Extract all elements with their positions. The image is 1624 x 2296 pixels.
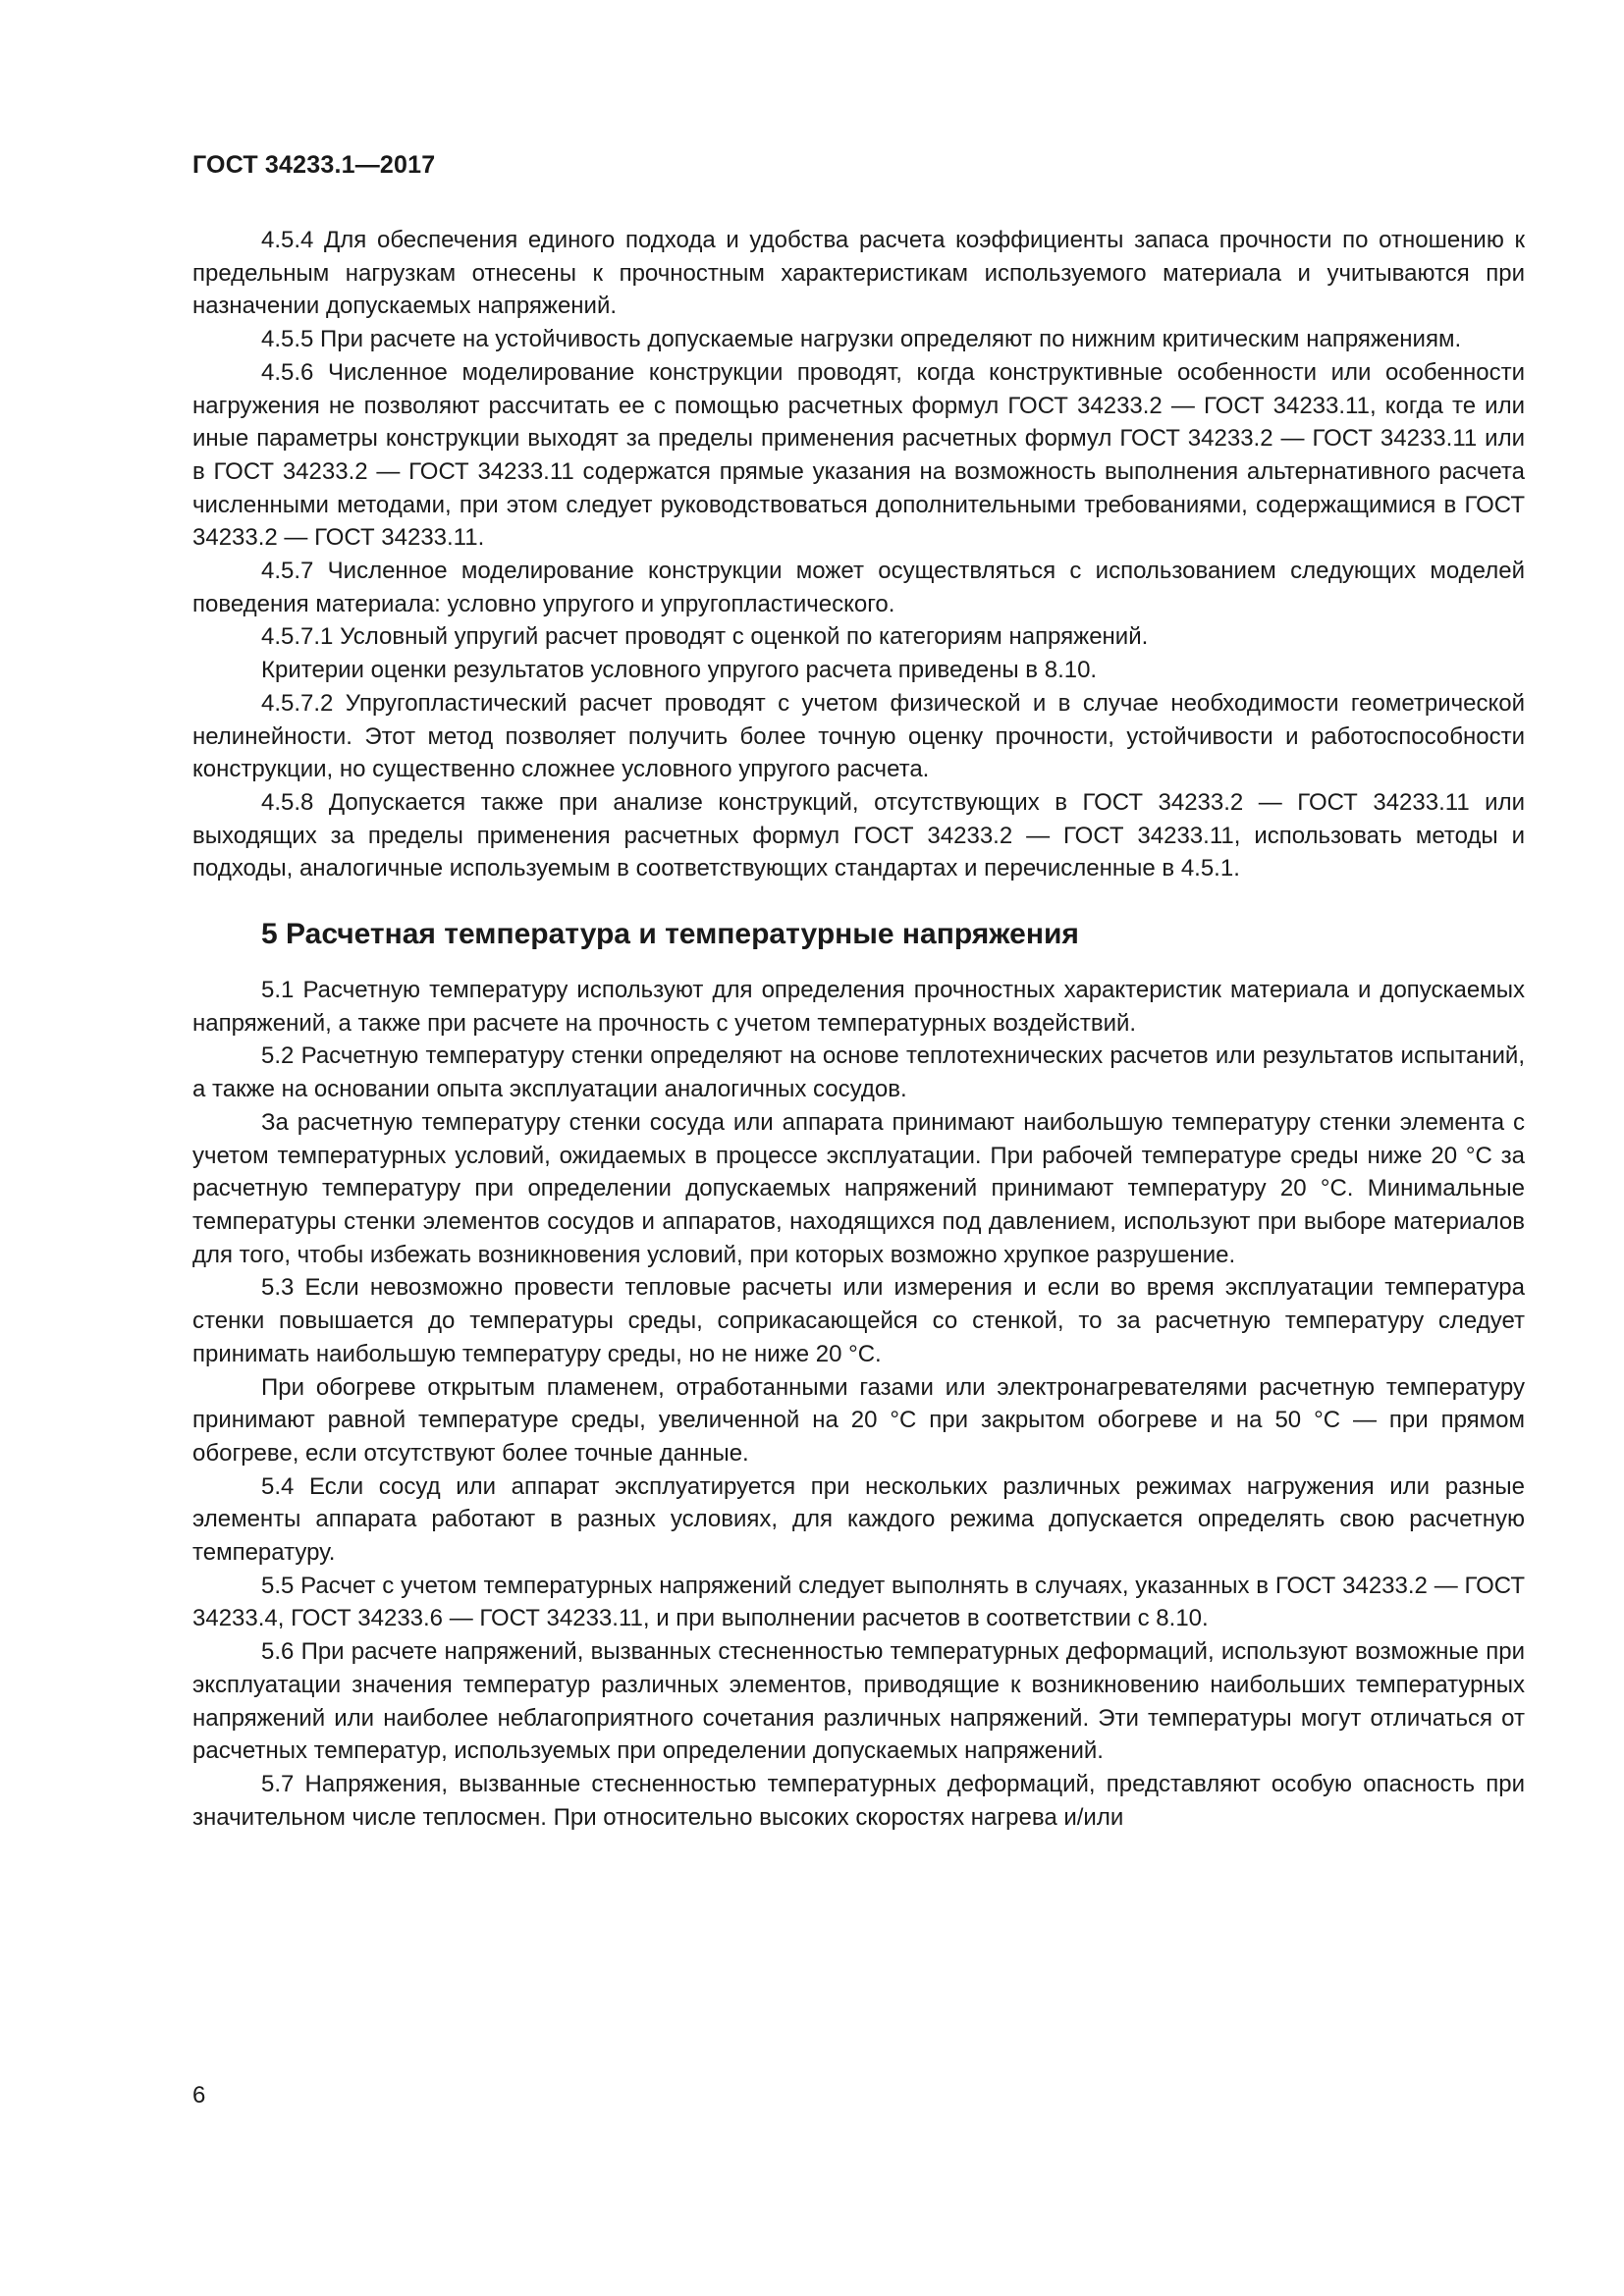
standard-header: ГОСТ 34233.1—2017 bbox=[192, 151, 436, 179]
page-number: 6 bbox=[192, 2082, 206, 2109]
paragraph-4-5-6: 4.5.6 Численное моделирование конструкции проводят, когда конструктивные особенности или особенности нагружения не позволяют рассчитать ее с помощью расчетных формул ГОСТ 34233.2 — ГОСТ 34233.11, когда те или иные параметры конструкции выходят за пределы применения расчетных формул ГОСТ 34233.2 — ГОСТ 34233.11 или в ГОСТ 34233.2 — ГОСТ 34233.11 содержатся прямые указания на возможность выполнения альтернативного расчета численными методами, при этом следует руководствоваться дополнительными требованиями, содержащимися в ГОСТ 34233.2 — ГОСТ 34233.11. bbox=[192, 358, 1525, 552]
paragraph-5-4: 5.4 Если сосуд или аппарат эксплуатируется при нескольких различных режимах нагружения или разные элементы аппарата работают в разных условиях, для каждого режима допускается определять свою расчетную температуру. bbox=[192, 1472, 1525, 1567]
paragraph-5-1: 5.1 Расчетную температуру используют для определения прочностных характеристик материала и допускаемых напряжений, а также при расчете на прочность с учетом температурных воздействий. bbox=[192, 977, 1525, 1037]
paragraph-4-5-8: 4.5.8 Допускается также при анализе конструкций, отсутствующих в ГОСТ 34233.2 — ГОСТ 34233.11 или выходящих за пределы применения расчетных формул ГОСТ 34233.2 — ГОСТ 34233.11, использовать методы и подходы, аналогичные используемым в соответствующих стандартах и перечисленные в 4.5.1. bbox=[192, 788, 1525, 882]
paragraph-5-3-cont: При обогреве открытым пламенем, отработанными газами или электронагревателями расчетную температуру принимают равной температуре среды, увеличенной на 20 °С при закрытом обогреве и на 50 °С — при прямом обогреве, если отсутствуют более точные данные. bbox=[192, 1373, 1525, 1467]
paragraph-criteria: Критерии оценки результатов условного упругого расчета приведены в 8.10. bbox=[261, 657, 1098, 684]
paragraph-4-5-4: 4.5.4 Для обеспечения единого подхода и удобства расчета коэффициенты запаса прочности по отношению к предельным нагрузкам отнесены к прочностным характеристикам используемого материала и учитываются при назначении допускаемых напряжений. bbox=[192, 227, 1525, 320]
paragraph-5-2: 5.2 Расчетную температуру стенки определяют на основе теплотехнических расчетов или результатов испытаний, а также на основании опыта эксплуатации аналогичных сосудов. bbox=[192, 1042, 1525, 1103]
paragraph-4-5-5: 4.5.5 При расчете на устойчивость допускаемые нагрузки определяют по нижним критическим напряжениям. bbox=[261, 326, 1462, 353]
paragraph-4-5-7-2: 4.5.7.2 Упругопластический расчет проводят с учетом физической и в случае необходимости геометрической нелинейности. Этот метод позволяет получить более точную оценку прочности, устойчивости и работоспособности конструкции, но существенно сложнее условного упругого расчета. bbox=[192, 689, 1525, 783]
page-content bbox=[192, 224, 1525, 1834]
paragraph-5-7: 5.7 Напряжения, вызванные стесненностью температурных деформаций, представляют особую опасность при значительном числе теплосмен. При относительно высоких скоростях нагрева и/или bbox=[192, 1770, 1525, 1831]
section-title: 5 Расчетная температура и температурные напряжения bbox=[261, 918, 1079, 951]
paragraph-5-3: 5.3 Если невозможно провести тепловые расчеты или измерения и если во время эксплуатации температура стенки повышается до температуры среды, соприкасающейся со стенкой, то за расчетную температуру следует принимать наибольшую температуру среды, но не ниже 20 °С. bbox=[192, 1274, 1525, 1367]
paragraph-4-5-7: 4.5.7 Численное моделирование конструкции может осуществляться с использованием следующих моделей поведения материала: условно упругого и упругопластического. bbox=[192, 558, 1525, 617]
paragraph-5-2-cont: За расчетную температуру стенки сосуда или аппарата принимают наибольшую температуру стенки элемента с учетом температурных условий, ожидаемых в процессе эксплуатации. При рабочей температуре среды ниже 20 °С за расчетную температуру при определении допускаемых напряжений принимают температуру 20 °С. Минимальные температуры стенки элементов сосудов и аппаратов, находящихся под давлением, используют при выборе материалов для того, чтобы избежать возникновения условий, при которых возможно хрупкое разрушение. bbox=[192, 1108, 1525, 1268]
paragraph-4-5-7-1: 4.5.7.1 Условный упругий расчет проводят с оценкой по категориям напряжений. bbox=[261, 623, 1149, 651]
paragraph-5-6: 5.6 При расчете напряжений, вызванных стесненностью температурных деформаций, используют возможные при эксплуатации значения температур различных элементов, приводящие к возникновению наибольших температурных напряжений или наиболее неблагоприятного сочетания различных напряжений. Эти температуры могут отличаться от расчетных температур, используемых при определении допускаемых напряжений. bbox=[192, 1638, 1525, 1765]
paragraph-5-5: 5.5 Расчет с учетом температурных напряжений следует выполнять в случаях, указанных в ГОСТ 34233.2 — ГОСТ 34233.4, ГОСТ 34233.6 — ГОСТ 34233.11, и при выполнении расчетов в соответствии с 8.10. bbox=[192, 1572, 1525, 1632]
